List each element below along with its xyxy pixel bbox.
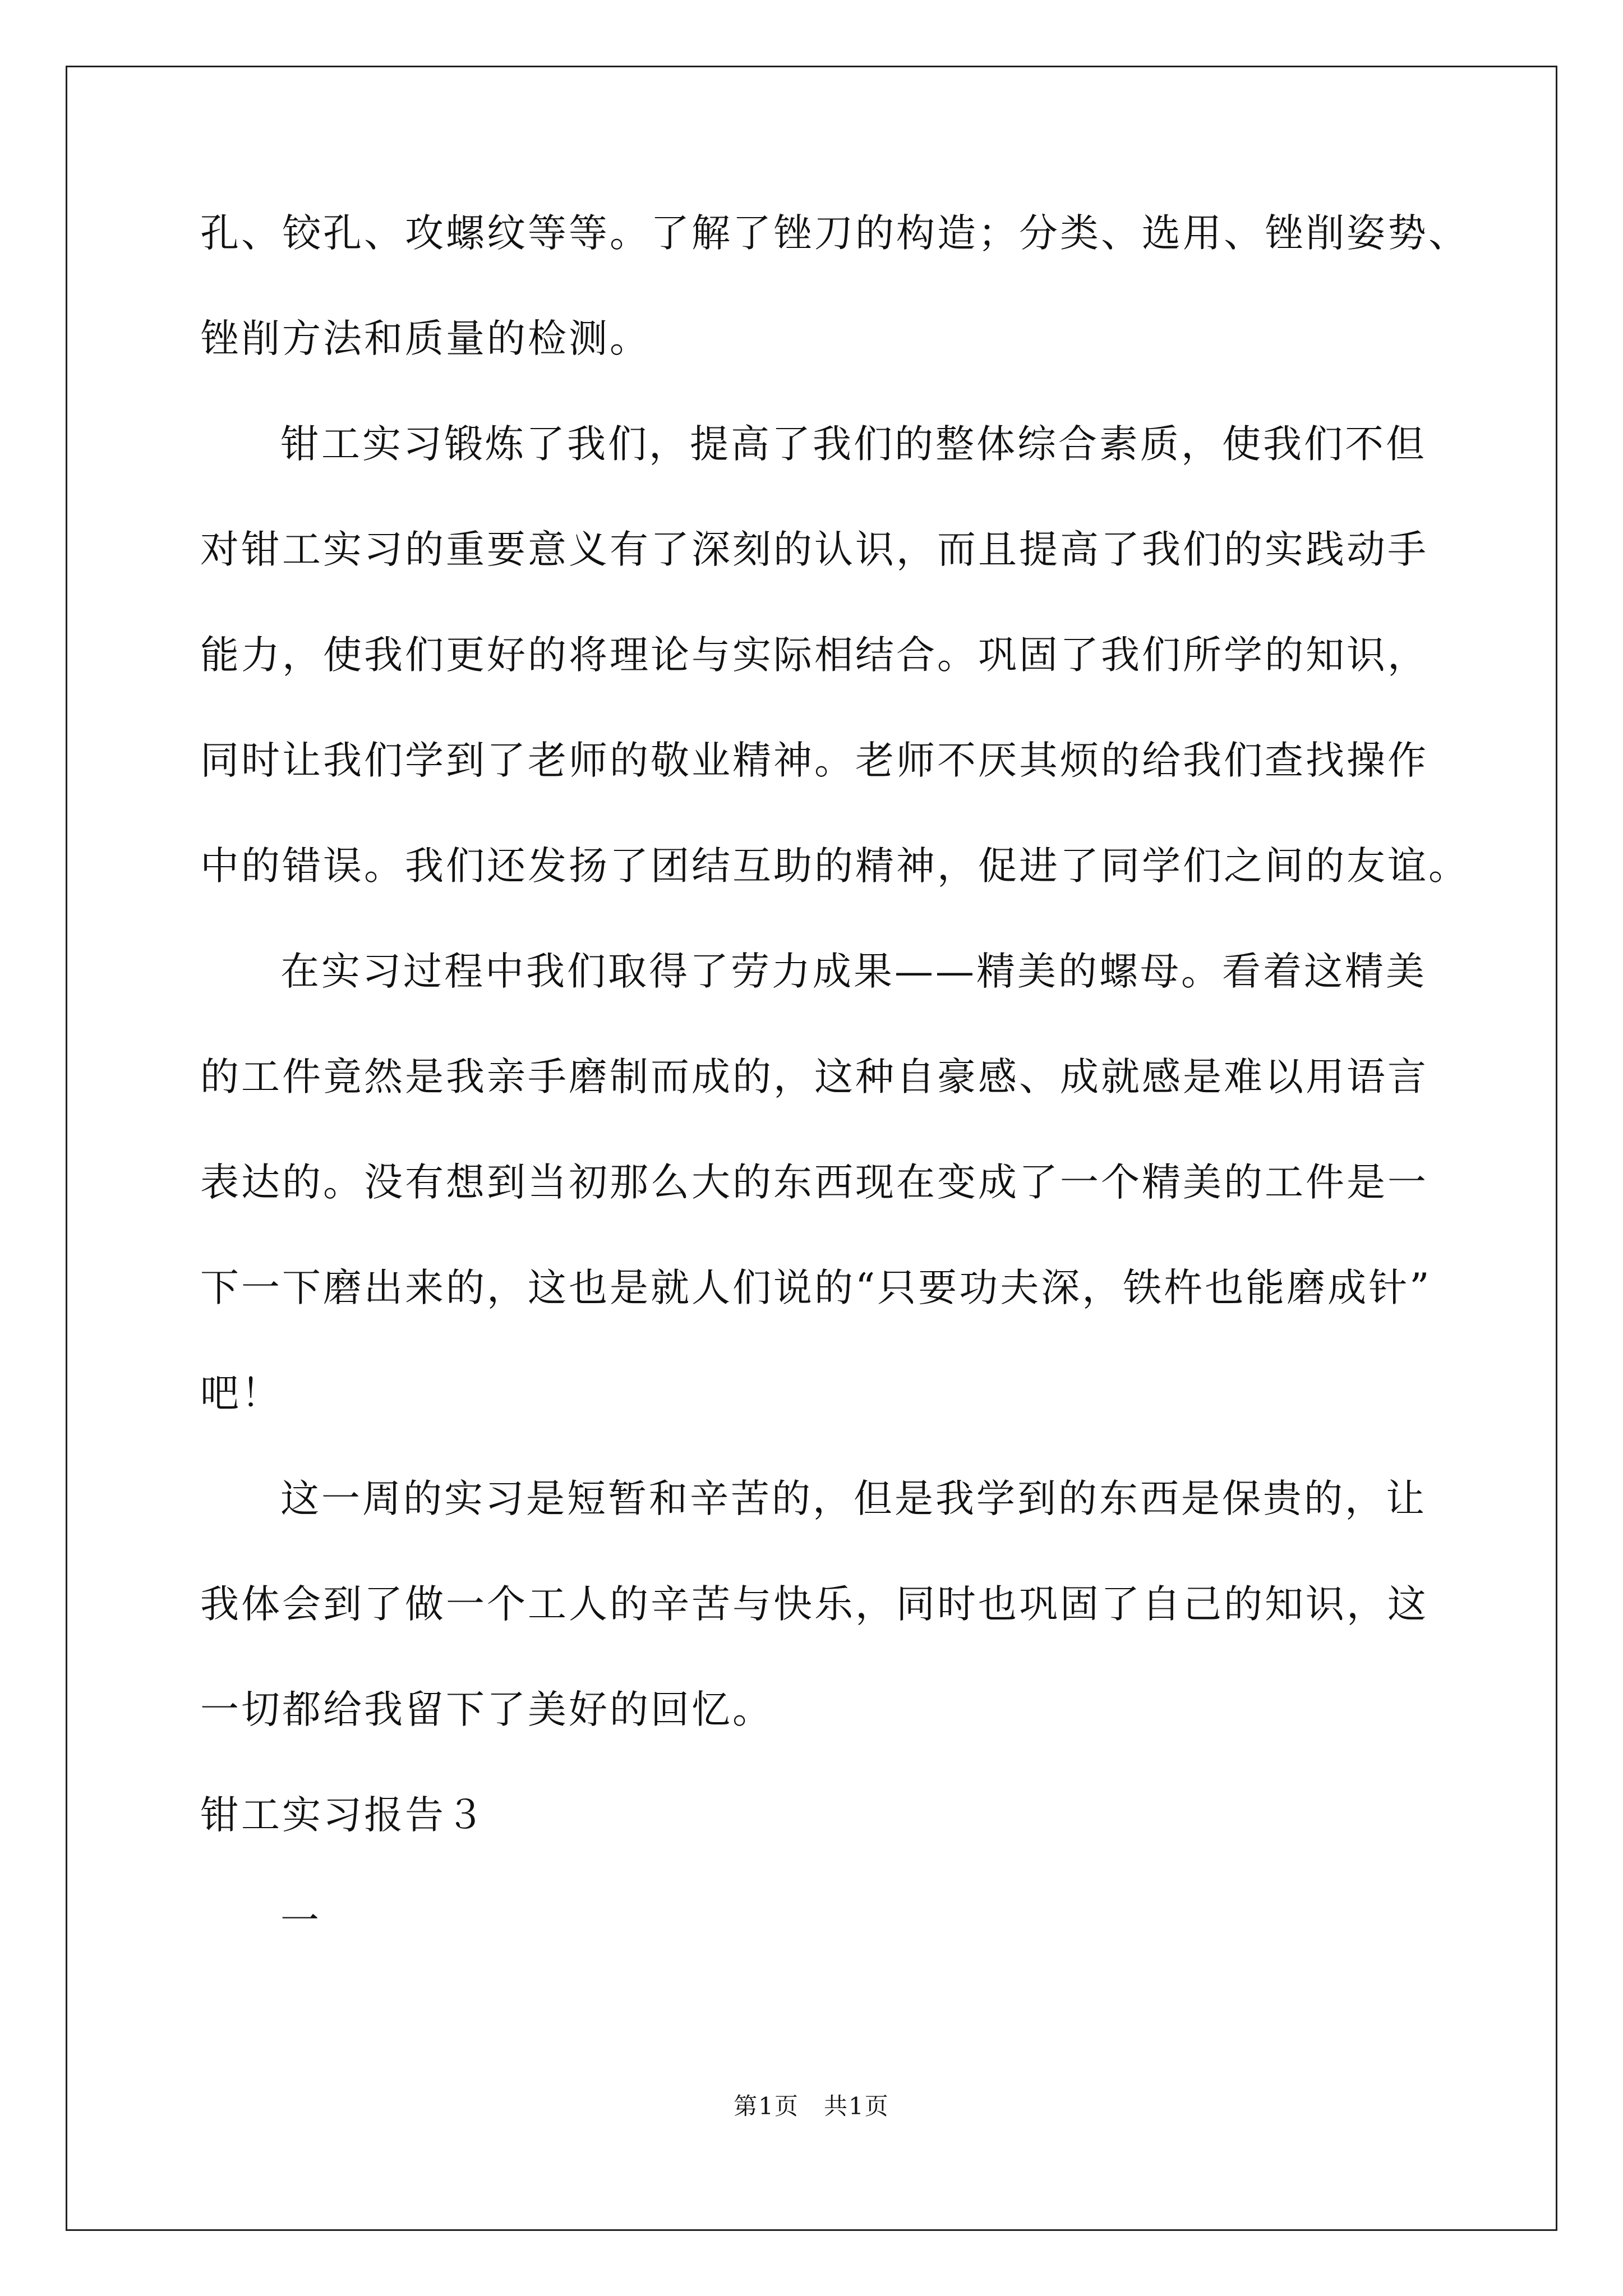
paragraph-line: 吧！ — [200, 1371, 282, 1416]
paragraph-line: 同时让我们学到了老师的敬业精神。老师不厌其烦的给我们查找操作 — [200, 738, 1428, 783]
paragraph-line: 在实习过程中我们取得了劳力成果——精美的螺母。看着这精美 — [280, 949, 1427, 994]
paragraph-line: 中的错误。我们还发扬了团结互助的精神，促进了同学们之间的友谊。 — [200, 844, 1469, 889]
paragraph-line: 的工件竟然是我亲手磨制而成的，这种自豪感、成就感是难以用语言 — [200, 1055, 1428, 1099]
page-footer — [0, 2090, 1623, 2123]
paragraph-line: 钳工实习锻炼了我们，提高了我们的整体综合素质，使我们不但 — [280, 422, 1427, 467]
page-number-label: 第1页 共1页 — [734, 2092, 889, 2120]
paragraph-line: 我体会到了做一个工人的辛苦与快乐，同时也巩固了自己的知识，这 — [200, 1582, 1428, 1627]
paragraph-line: 锉削方法和质量的检测。 — [200, 316, 651, 361]
paragraph-line: 下一下磨出来的，这也是就人们说的“只要功夫深，铁杵也能磨成针” — [200, 1266, 1432, 1310]
section-heading: 钳工实习报告３ — [200, 1793, 487, 1838]
paragraph-line: 表达的。没有想到当初那么大的东西现在变成了一个精美的工件是一 — [200, 1160, 1428, 1205]
paragraph-line: 对钳工实习的重要意义有了深刻的认识，而且提高了我们的实践动手 — [200, 527, 1428, 572]
paragraph-line: 一切都给我留下了美好的回忆。 — [200, 1687, 773, 1732]
paragraph-line: 这一周的实习是短暂和辛苦的，但是我学到的东西是保贵的，让 — [280, 1476, 1427, 1521]
paragraph-line: 孔、铰孔、攻螺纹等等。了解了锉刀的构造；分类、选用、锉削姿势、 — [200, 211, 1469, 256]
section-item-number: 一 — [280, 1898, 321, 1943]
paragraph-line: 能力，使我们更好的将理论与实际相结合。巩固了我们所学的知识， — [200, 633, 1428, 678]
